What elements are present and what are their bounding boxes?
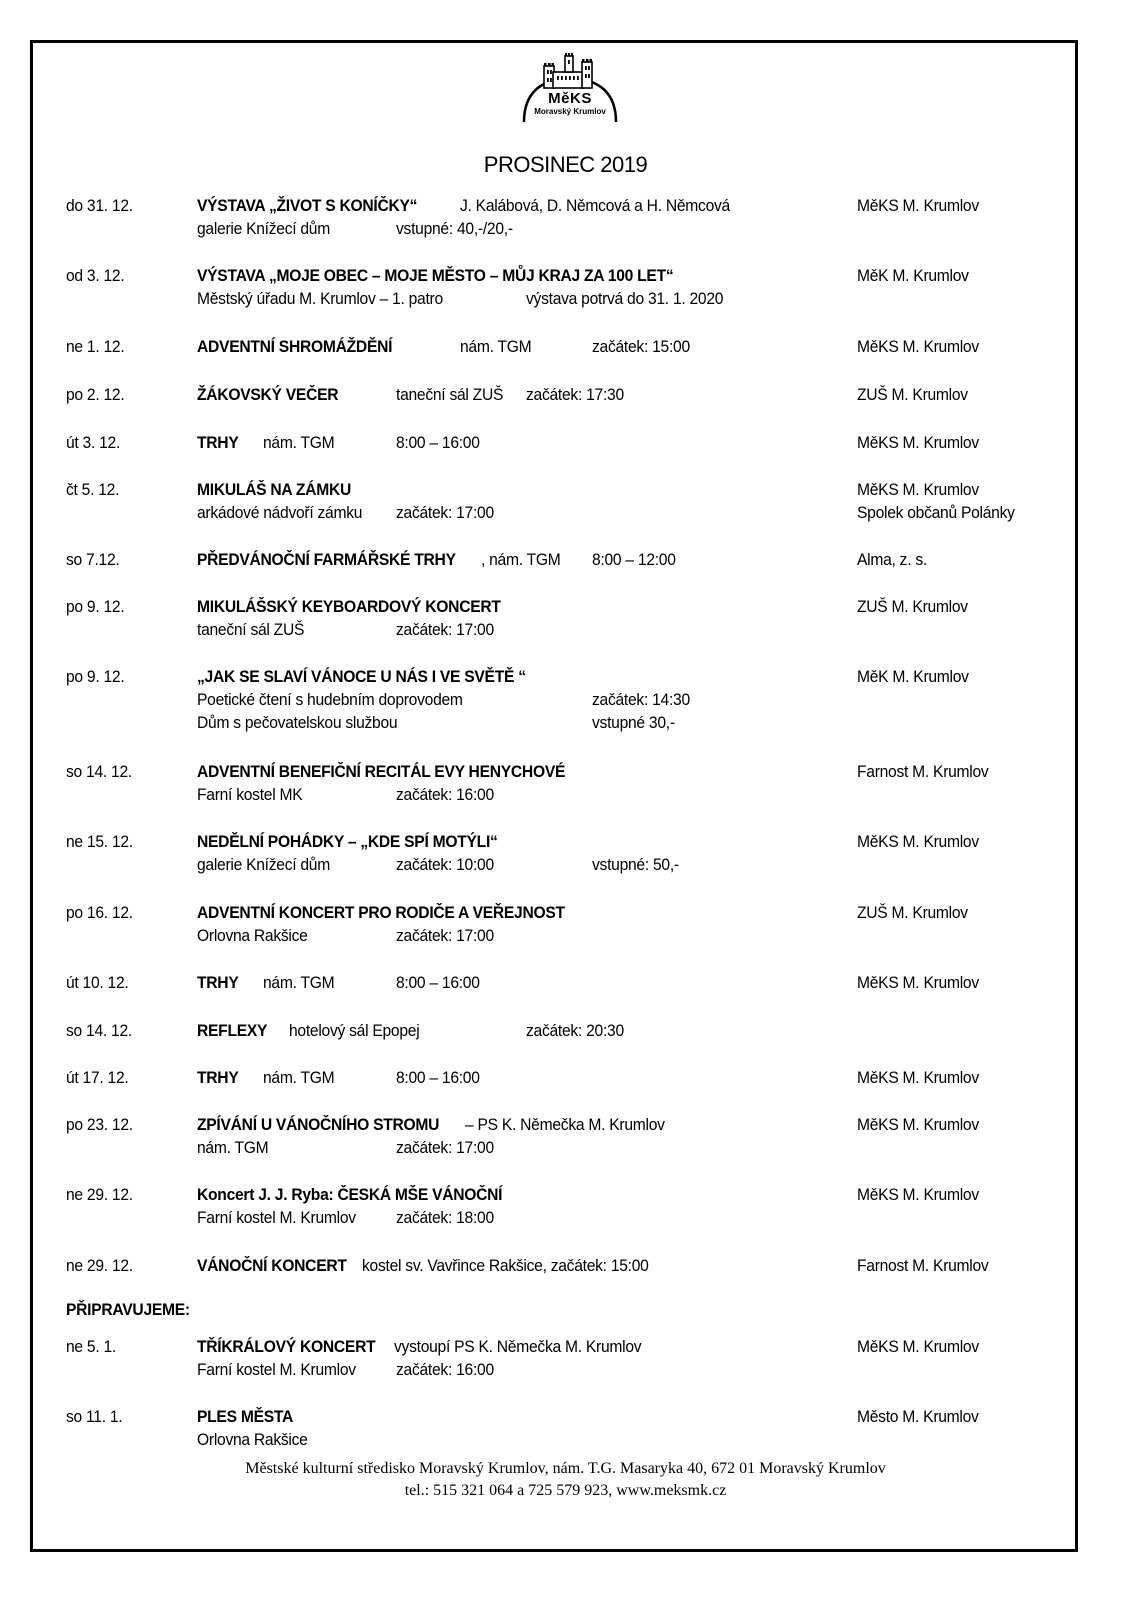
- event-organizer: MěKS M. Krumlov: [857, 337, 979, 356]
- event-detail: začátek: 18:00: [396, 1208, 494, 1227]
- event-date: so 11. 1.: [66, 1407, 123, 1426]
- meks-logo: [520, 52, 620, 132]
- event-date: so 14. 12.: [66, 1021, 132, 1040]
- event-detail: začátek: 17:00: [396, 926, 494, 945]
- event-title: ZPÍVÁNÍ U VÁNOČNÍHO STROMU: [197, 1115, 440, 1134]
- event-title: TŘÍKRÁLOVÝ KONCERT: [197, 1337, 376, 1356]
- event-detail: Farní kostel M. Krumlov: [197, 1360, 356, 1379]
- event-detail: Poetické čtení s hudebním doprovodem: [197, 690, 463, 709]
- event-organizer: Farnost M. Krumlov: [857, 1256, 989, 1275]
- event-detail: začátek: 17:00: [396, 620, 494, 639]
- event-organizer: MěKS M. Krumlov: [857, 832, 979, 851]
- event-detail: 8:00 – 16:00: [396, 973, 480, 992]
- event-title: VÁNOČNÍ KONCERT: [197, 1256, 347, 1275]
- event-detail: nám. TGM: [197, 1138, 269, 1157]
- event-title: REFLEXY: [197, 1021, 268, 1040]
- event-title: TRHY: [197, 973, 239, 992]
- event-detail: začátek: 16:00: [396, 785, 494, 804]
- event-detail: nám. TGM: [263, 973, 335, 992]
- event-date: po 9. 12.: [66, 667, 125, 686]
- event-detail: začátek: 14:30: [592, 690, 690, 709]
- event-detail: – PS K. Němečka M. Krumlov: [465, 1115, 665, 1134]
- event-date: so 14. 12.: [66, 762, 132, 781]
- event-date: od 3. 12.: [66, 266, 125, 285]
- event-title: Koncert J. J. Ryba: ČESKÁ MŠE VÁNOČNÍ: [197, 1185, 503, 1204]
- event-detail: 8:00 – 16:00: [396, 1068, 480, 1087]
- event-detail: začátek: 10:00: [396, 855, 494, 874]
- event-organizer: Alma, z. s.: [857, 550, 927, 569]
- event-date: po 16. 12.: [66, 903, 133, 922]
- event-date: do 31. 12.: [66, 196, 133, 215]
- event-detail: arkádové nádvoří zámku: [197, 503, 363, 522]
- logo-text: [520, 90, 620, 116]
- event-detail: galerie Knížecí dům: [197, 855, 330, 874]
- event-organizer: ZUŠ M. Krumlov: [857, 385, 968, 404]
- event-detail: Orlovna Rakšice: [197, 1430, 308, 1449]
- event-date: ne 29. 12.: [66, 1185, 133, 1204]
- event-title: MIKULÁŠ NA ZÁMKU: [197, 480, 351, 499]
- event-detail: hotelový sál Epopej: [289, 1021, 420, 1040]
- event-title: „JAK SE SLAVÍ VÁNOCE U NÁS I VE SVĚTĚ “: [197, 667, 526, 686]
- section-upcoming-label: PŘIPRAVUJEME:: [66, 1300, 190, 1319]
- event-organizer: MěKS M. Krumlov: [857, 480, 979, 499]
- event-detail: Dům s pečovatelskou službou: [197, 713, 398, 732]
- footer-address: Městské kulturní středisko Moravský Krumlov, nám. T.G. Masaryka 40, 672 01 Moravský Krumlov: [245, 1460, 886, 1477]
- event-organizer: MěKS M. Krumlov: [857, 1068, 979, 1087]
- event-organizer: Farnost M. Krumlov: [857, 762, 989, 781]
- event-organizer: MěKS M. Krumlov: [857, 973, 979, 992]
- event-detail: nám. TGM: [460, 337, 532, 356]
- event-organizer: MěK M. Krumlov: [857, 266, 969, 285]
- event-organizer: ZUŠ M. Krumlov: [857, 597, 968, 616]
- event-title: MIKULÁŠSKÝ KEYBOARDOVÝ KONCERT: [197, 597, 501, 616]
- event-date: so 7.12.: [66, 550, 120, 569]
- event-detail: taneční sál ZUŠ: [197, 620, 305, 639]
- event-detail: Farní kostel M. Krumlov: [197, 1208, 356, 1227]
- event-detail: galerie Knížecí dům: [197, 219, 330, 238]
- event-detail: J. Kalábová, D. Němcová a H. Němcová: [460, 196, 730, 215]
- logo-name: MěKS: [548, 90, 592, 107]
- event-organizer: MěKS M. Krumlov: [857, 433, 979, 452]
- event-detail: vstupné 30,-: [592, 713, 675, 732]
- event-detail: začátek: 20:30: [526, 1021, 624, 1040]
- event-title: TRHY: [197, 1068, 239, 1087]
- event-detail: začátek: 17:00: [396, 1138, 494, 1157]
- event-detail: nám. TGM: [263, 433, 335, 452]
- event-date: po 2. 12.: [66, 385, 125, 404]
- event-title: ADVENTNÍ KONCERT PRO RODIČE A VEŘEJNOST: [197, 903, 565, 922]
- event-organizer: MěKS M. Krumlov: [857, 196, 979, 215]
- event-organizer: MěKS M. Krumlov: [857, 1337, 979, 1356]
- event-detail: Městský úřadu M. Krumlov – 1. patro: [197, 289, 443, 308]
- event-detail: začátek: 16:00: [396, 1360, 494, 1379]
- event-detail: výstava potrvá do 31. 1. 2020: [526, 289, 724, 308]
- event-detail: vstupné: 50,-: [592, 855, 679, 874]
- event-detail: , nám. TGM: [481, 550, 561, 569]
- logo-town: Moravský Krumlov: [534, 107, 606, 116]
- event-date: út 10. 12.: [66, 973, 129, 992]
- footer-contact: tel.: 515 321 064 a 725 579 923, www.meksmk.cz: [404, 1482, 727, 1499]
- event-date: ne 15. 12.: [66, 832, 133, 851]
- event-title: ADVENTNÍ BENEFIČNÍ RECITÁL EVY HENYCHOVÉ: [197, 762, 566, 781]
- event-organizer: Spolek občanů Polánky: [857, 503, 1015, 522]
- event-detail: Farní kostel MK: [197, 785, 303, 804]
- event-organizer: MěK M. Krumlov: [857, 667, 969, 686]
- event-detail: 8:00 – 12:00: [592, 550, 676, 569]
- event-organizer: ZUŠ M. Krumlov: [857, 903, 968, 922]
- event-organizer: MěKS M. Krumlov: [857, 1185, 979, 1204]
- event-detail: začátek: 15:00: [592, 337, 690, 356]
- event-detail: Orlovna Rakšice: [197, 926, 308, 945]
- event-title: ADVENTNÍ SHROMÁŽDĚNÍ: [197, 337, 393, 356]
- event-date: út 17. 12.: [66, 1068, 129, 1087]
- event-date: ne 1. 12.: [66, 337, 125, 356]
- event-date: po 23. 12.: [66, 1115, 133, 1134]
- event-date: út 3. 12.: [66, 433, 121, 452]
- page-title: PROSINEC 2019: [483, 152, 648, 177]
- event-title: PŘEDVÁNOČNÍ FARMÁŘSKÉ TRHY: [197, 550, 456, 569]
- event-date: po 9. 12.: [66, 597, 125, 616]
- event-title: VÝSTAVA „ŽIVOT S KONÍČKY“: [197, 196, 418, 215]
- event-detail: kostel sv. Vavřince Rakšice, začátek: 15:00: [362, 1256, 649, 1275]
- event-detail: vstupné: 40,-/20,-: [396, 219, 513, 238]
- event-date: ne 29. 12.: [66, 1256, 133, 1275]
- event-title: VÝSTAVA „MOJE OBEC – MOJE MĚSTO – MŮJ KRAJ ZA 100 LET“: [197, 266, 674, 285]
- event-title: NEDĚLNÍ POHÁDKY – „KDE SPÍ MOTÝLI“: [197, 832, 498, 851]
- event-detail: vystoupí PS K. Němečka M. Krumlov: [394, 1337, 642, 1356]
- event-title: TRHY: [197, 433, 239, 452]
- event-detail: nám. TGM: [263, 1068, 335, 1087]
- event-detail: začátek: 17:30: [526, 385, 624, 404]
- event-detail: začátek: 17:00: [396, 503, 494, 522]
- event-date: ne 5. 1.: [66, 1337, 116, 1356]
- event-organizer: Město M. Krumlov: [857, 1407, 979, 1426]
- event-organizer: MěKS M. Krumlov: [857, 1115, 979, 1134]
- event-detail: 8:00 – 16:00: [396, 433, 480, 452]
- event-detail: taneční sál ZUŠ: [396, 385, 504, 404]
- event-title: ŽÁKOVSKÝ VEČER: [197, 385, 339, 404]
- event-date: čt 5. 12.: [66, 480, 120, 499]
- event-title: PLES MĚSTA: [197, 1407, 294, 1426]
